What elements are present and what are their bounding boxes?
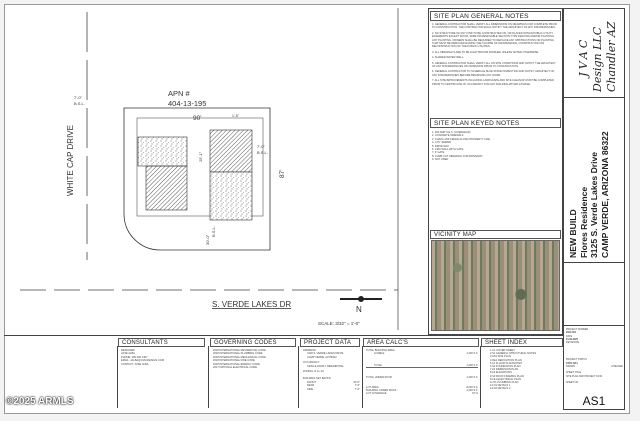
area-value: 1,200 S.F. <box>466 363 478 367</box>
sheet-index-item: 11 P1 PLUMBING PLAN <box>490 381 519 385</box>
general-note: 3. ALL SIDEWALKS ARE TO BE LIGHT BROOM FINISHED UNLESS NOTED OTHERWISE. <box>432 50 539 54</box>
code-line: 2017 NATIONAL ELECTRICAL CODE <box>213 366 258 370</box>
patio-right <box>210 172 252 220</box>
project-data-line: ZONING: R 1L-10 <box>303 370 324 374</box>
code-line: 2018 INTERNATIONAL FIRE CODE <box>213 359 255 363</box>
setback-east-bsl: B.S.L. <box>257 150 268 155</box>
keyed-note: 5. DRIVE WAY <box>432 144 450 148</box>
street-west-label: WHITE CAP DRIVE <box>66 125 75 196</box>
scale-label: SCALE: 3/32" = 1'-0" <box>318 321 360 326</box>
general-note: 2. NO STRUCTURE OF ANY KIND TO BE CONSTRUCTED ON, OR PLACED WITHIN PUBLIC UTILITY EASEMENTS EXCEPT WOOD, WIRE OR REMOVABLE SECTION TYPE FENCING AND/OR PLANTING ANY PLANTING. OWNERS SHALL BE REQUIRED TO REPLACE ANY OBSTRUCTIONS OR PLANTING THAT MUST BE REMOVED DURING THE COURSE OF MAINTENANCE, CONSTRUCTION OR RECONSTRUCTION OF THE PUBLIC UTILITIES. <box>432 31 555 49</box>
house-dimension: 25'-1" <box>198 151 203 162</box>
divider <box>362 346 363 408</box>
area-calcs-title: AREA CALC'S <box>363 338 479 347</box>
area-value: 1,200 S.F. <box>466 352 478 356</box>
keyed-note: 9. NOT USED <box>432 158 449 162</box>
setback-west: 7'-0" <box>74 95 82 100</box>
sheet-index-item: 12 D1 DETAILS 1 <box>490 384 511 388</box>
setback-east: 7'-0" <box>257 144 265 149</box>
sheet-info-line: PROJECT NUMBER <box>566 328 589 331</box>
consultant-line: JOSE ALBA <box>121 352 135 356</box>
firm-line: JVAC <box>577 36 590 77</box>
area-label: TOTAL UNDER ROOF <box>366 376 393 380</box>
area-label: LIVABLE <box>374 352 385 356</box>
sheet-index-item: 4 DE1 DEMOLITION PLAN <box>490 358 522 362</box>
setback-west-bsl: B.S.L. <box>74 101 85 106</box>
vicinity-map-image <box>431 240 560 331</box>
sheet-info-line: DATE <box>566 334 573 338</box>
general-notes-title: SITE PLAN GENERAL NOTES <box>430 11 561 21</box>
sheet-index-item: 6 S2 FOUNDATION PLAN <box>490 365 521 369</box>
divider <box>4 335 563 336</box>
general-note: 6. GENERAL CONTRACTOR TO SCHEDULE BLUE STAKE INSPECTION AND NOTIFY ARCHITECT OF ANY DISCREPANCIES BEFORE BEGINNING ANY WORK. <box>432 70 555 77</box>
keyed-note: 8. CURB CUT SIDEWALK FOR DRIVEWAY <box>432 154 483 158</box>
setback-front: 30'-0" <box>205 234 210 245</box>
apn-number: 404-13-195 <box>168 99 207 108</box>
project-data-title: PROJECT DATA <box>300 338 360 347</box>
sheet-index-item: 5 A1 FLOOR PLAN/NOTES <box>490 361 522 365</box>
project-data-line: CAMP VERDE, AZ 86322 <box>307 355 337 359</box>
code-line: 2018 INTERNATIONAL PLUMBING CODE <box>213 352 263 356</box>
project-data-line: ADDRESS: <box>303 349 317 352</box>
sheet-index-item: 10 E1 ELECTRICAL PLAN <box>490 377 521 381</box>
consultant-line: EMAIL: JALBA@JVACDESIGN.COM <box>121 359 164 363</box>
area-label: BUILDING UNDER ROOF <box>366 389 397 393</box>
sheet-index-list <box>490 349 562 391</box>
governing-codes-list <box>213 349 295 369</box>
project-data-line: OCCUPANCY: <box>303 361 320 365</box>
sheet-index-item: 2 S1 GENERAL STRUCTURAL NOTES <box>490 352 537 356</box>
patio-left <box>138 137 187 166</box>
firm-line: Design LLC <box>591 26 604 92</box>
general-note: 7. ALL SITE IMPROVEMENTS INCLUDING LANDSCAPE AND SITE CLEANUP, MUST BE COMPLETED PRIOR TO CERTIFICATE OF OCCUPANCY FOR ANY BUILDING WITHIN A PHASE. <box>432 79 554 86</box>
project-data-line: 3125 S. VERDE LAKES DRIVE <box>307 352 344 356</box>
project-data-list <box>303 349 360 391</box>
consultant-line: CONTACT: JOSE ALBA <box>121 362 149 366</box>
area-label: TOTAL BUILDING AREA <box>366 349 395 352</box>
project-line: Flores Residence <box>578 186 589 258</box>
sheet-number: AS1 <box>582 394 606 408</box>
watermark: ©2025 ARMLS <box>6 396 74 407</box>
setback-name: SIDE <box>307 387 314 391</box>
north-label: N <box>356 305 362 314</box>
building-right <box>210 130 252 172</box>
sheet-info-line: 2024-001 <box>566 331 577 335</box>
setback-front-bsl: B.S.L. <box>211 226 216 237</box>
project-line: 3125 S. Verde Lakes Drive <box>589 151 599 258</box>
consultant-line: DESIGNER: <box>121 349 136 352</box>
sheet-index-item: 9 S3 ROOF FRAMING PLAN <box>490 374 524 378</box>
firm-line: Chandler AZ <box>605 21 618 92</box>
sheet-info-line: CHECKED <box>611 365 623 369</box>
project-line: CAMP VERDE, ARIZONA 86322 <box>599 131 610 258</box>
area-value: 1,200 S.F. <box>466 389 478 393</box>
small-dimension: 1'-5" <box>232 114 239 118</box>
sheet-index-item: 7 A2 DIMENSION PLAN <box>490 368 519 372</box>
sheet-info-line: SHEET NO. <box>566 380 579 384</box>
sheet-index-item: 8 A3 ELEVATIONS <box>490 371 512 375</box>
divider <box>563 262 625 263</box>
divider <box>208 346 209 408</box>
firm-logo <box>577 21 619 92</box>
sheet-index-item: 1 C1 COVER SHEET <box>490 349 515 352</box>
divider <box>563 97 625 98</box>
consultants-list <box>121 349 205 366</box>
general-note: 4. SHARED WATER WELL. <box>432 56 464 60</box>
sheet-info-line: 100% CD's <box>566 361 579 365</box>
setback-name: REAR <box>307 384 315 388</box>
setback-value: 7'-0" <box>354 387 360 391</box>
sheet-index-title: SHEET INDEX <box>481 338 563 347</box>
sheet-info-line: PROJECT STATUS <box>566 358 587 362</box>
setback-value: 7'-0" <box>354 384 360 388</box>
sheet-info-line: SITE PLAN AND PROJECT DATA <box>566 374 603 378</box>
sheet-info-line: 01.09.2025 <box>566 337 578 341</box>
area-label: TOTAL <box>374 363 383 367</box>
keyed-notes-title: SITE PLAN KEYED NOTES <box>430 118 561 128</box>
apn-label: APN # <box>168 89 190 98</box>
setback-name: FRONT <box>307 380 316 384</box>
code-line: 2018 INTERNATIONAL MECHANICAL CODE <box>213 355 266 359</box>
project-title <box>568 131 610 258</box>
code-line: 2018 INTERNATIONAL RESIDENTIAL CODE <box>213 349 266 352</box>
keyed-note: 3. CHAIN LINK FENCE ALONG PROPERTY LINE <box>432 137 490 141</box>
vicinity-map-title: VICINITY MAP <box>430 230 561 239</box>
general-note: 5. GENERAL CONTRACTOR SHALL VERIFY ALL ON SITE CONDITIONS AND NOTIFY THE ARCHITECT OF ANY DISCREPANCIES OR OMISSIONS PRIOR TO CONSTRUCTION. <box>432 61 556 69</box>
width-dimension: 90' <box>193 115 202 122</box>
keyed-note: 1. 200 AMP S.E.S. (OVERHEAD) <box>432 131 471 134</box>
depth-dimension: 87' <box>279 169 286 178</box>
area-calcs-list <box>366 349 478 396</box>
code-line: 2018 INTERNATIONAL ENERGY CODE <box>213 362 260 366</box>
divider <box>298 346 299 408</box>
project-line: NEW BUILD <box>568 209 578 258</box>
keyed-note: 6. CMU WALL WITH GATE <box>432 148 464 152</box>
sheet-index-item: 13 D2 DETAILS 2 <box>490 387 511 391</box>
keyed-notes-list <box>432 131 559 162</box>
project-data-line: SINGLE FAMILY RESIDENTIAL <box>307 364 344 368</box>
area-label: LOT AREA <box>366 385 379 389</box>
street-south-label: S. VERDE LAKES DR <box>212 300 292 309</box>
area-value: 1,200 S.F. <box>466 376 478 380</box>
area-label: LOT COVERAGE <box>366 392 387 396</box>
sheet-info-line: DRAWN <box>566 365 575 369</box>
sheet-info <box>566 328 623 384</box>
consultants-title: CONSULTANTS <box>118 338 205 347</box>
divider <box>117 346 118 408</box>
keyed-note: 2. CONCRETE SIDEWALK <box>432 134 464 138</box>
keyed-note: 7. 6' GATE <box>432 151 445 155</box>
building-left <box>146 166 187 210</box>
divider <box>480 346 481 408</box>
area-value: 15 % <box>472 392 478 396</box>
sheet-index-item: 3 AS1 SITE PLAN <box>490 355 511 359</box>
keyed-note: 4. CITY SEWER <box>432 141 451 145</box>
divider <box>563 325 625 326</box>
setback-value: 30'-0" <box>353 380 360 384</box>
sheet-info-line: SHEET TITLE <box>566 371 582 375</box>
general-note: 1. GENERAL CONTRACTOR SHALL VERIFY ALL DIMENSIONS ON DRAWINGS FOR COMPLETE PRIOR TO CONSTRUCTION. THE CONTRACTOR SHALL NOTIFY THE ARCHITECT OF ANY DISCREPANCIES. <box>432 23 557 30</box>
governing-codes-title: GOVERNING CODES <box>210 338 296 347</box>
area-value: 8,000 S.F. <box>466 385 478 389</box>
sheet-info-line: REVISIONS <box>566 341 580 345</box>
consultant-line: PHONE: 480.000.1407 <box>121 355 148 359</box>
project-data-line: BUILDING SET BACKS: <box>303 377 332 381</box>
general-notes-list <box>432 23 559 86</box>
